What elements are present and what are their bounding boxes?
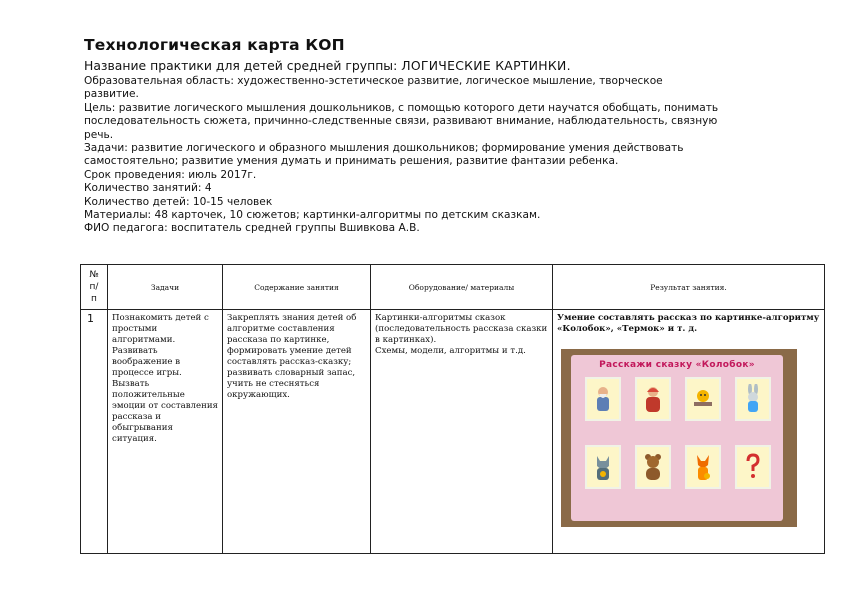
fox-picture [685,445,721,489]
header-line: Срок проведения: июль 2017г. [84,168,257,181]
practice-name: ЛОГИЧЕСКИЕ КАРТИНКИ. [401,58,571,73]
poster-title: Расскажи сказку «Колобок» [599,360,755,370]
header-line: Количество занятий: 4 [84,182,212,195]
header-content: Содержание занятия [223,265,371,310]
practice-line [84,58,814,74]
header-line: ФИО педагога: воспитатель средней группы Вшивкова А.В. [84,222,420,235]
question-mark-picture [735,445,771,489]
row-tasks: Познакомить детей с простыми алгоритмами. Развивать воображение в процессе игры. Вызвать положительные эмоции от составления рассказа и обыгрывания ситуация. [108,310,223,554]
header-number-line: п/ [89,282,99,292]
header-number [81,265,108,310]
row-result [553,310,825,554]
header-line: Цель: развитие логического мышления дошкольников, с помощью которого дети научатся обобщать, понимать [84,101,719,114]
bear-picture [635,445,671,489]
header-line: Задачи: развитие логического и образного мышления дошкольников; формирование умения действовать [84,142,684,155]
practice-label: Название практики для детей средней группы: [84,58,402,73]
header-line: самостоятельно; развитие умения думать и принимать решения, развитие фантазии ребенка. [84,155,619,168]
wolf-picture [585,445,621,489]
document-header [84,36,814,236]
header-line: речь. [84,128,114,141]
header-number-line: № [89,270,99,280]
table-row [81,310,825,554]
header-line: последовательность сюжета, причинно-следственные связи, развивают внимание, наблюдательность, связную [84,115,718,128]
header-line: развитие. [84,88,139,101]
header-line: Образовательная область: художественно-эстетическое развитие, логическое мышление, творческое [84,75,663,87]
document-title: Технологическая карта КОП [84,36,345,54]
hare-picture [735,377,771,421]
plan-table [80,264,825,554]
row-content: Закреплять знания детей об алгоритме составления рассказа по картинке, формировать умение детей составлять рассказ-сказку; развивать словарный запас, учить не стесняться окружающих. [223,310,371,554]
grandmother-picture [635,377,671,421]
grandfather-picture [585,377,621,421]
row-number: 1 [81,310,108,554]
header-number-line: п [91,294,97,304]
header-tasks: Задачи [108,265,223,310]
kolobok-window-picture [685,377,721,421]
header-line: Материалы: 48 карточек, 10 сюжетов; картинки-алгоритмы по детским сказкам. [84,209,541,222]
equipment-line: Схемы, модели, алгоритмы и т.д. [375,346,526,356]
equipment-line: Картинки-алгоритмы сказок (последовательность рассказа сказки в картинках). [375,313,548,345]
header-result: Результат занятия. [553,265,825,310]
table-header-row [81,265,825,310]
header-line: Количество детей: 10-15 человек [84,195,273,208]
header-equipment: Оборудование/ материалы [371,265,553,310]
poster-board [571,355,783,521]
result-text: Умение составлять рассказ по картинке-алгоритму «Колобок», «Термок» и т. д. [557,313,820,334]
kolobok-poster-photo [561,349,797,527]
row-equipment [371,310,553,554]
